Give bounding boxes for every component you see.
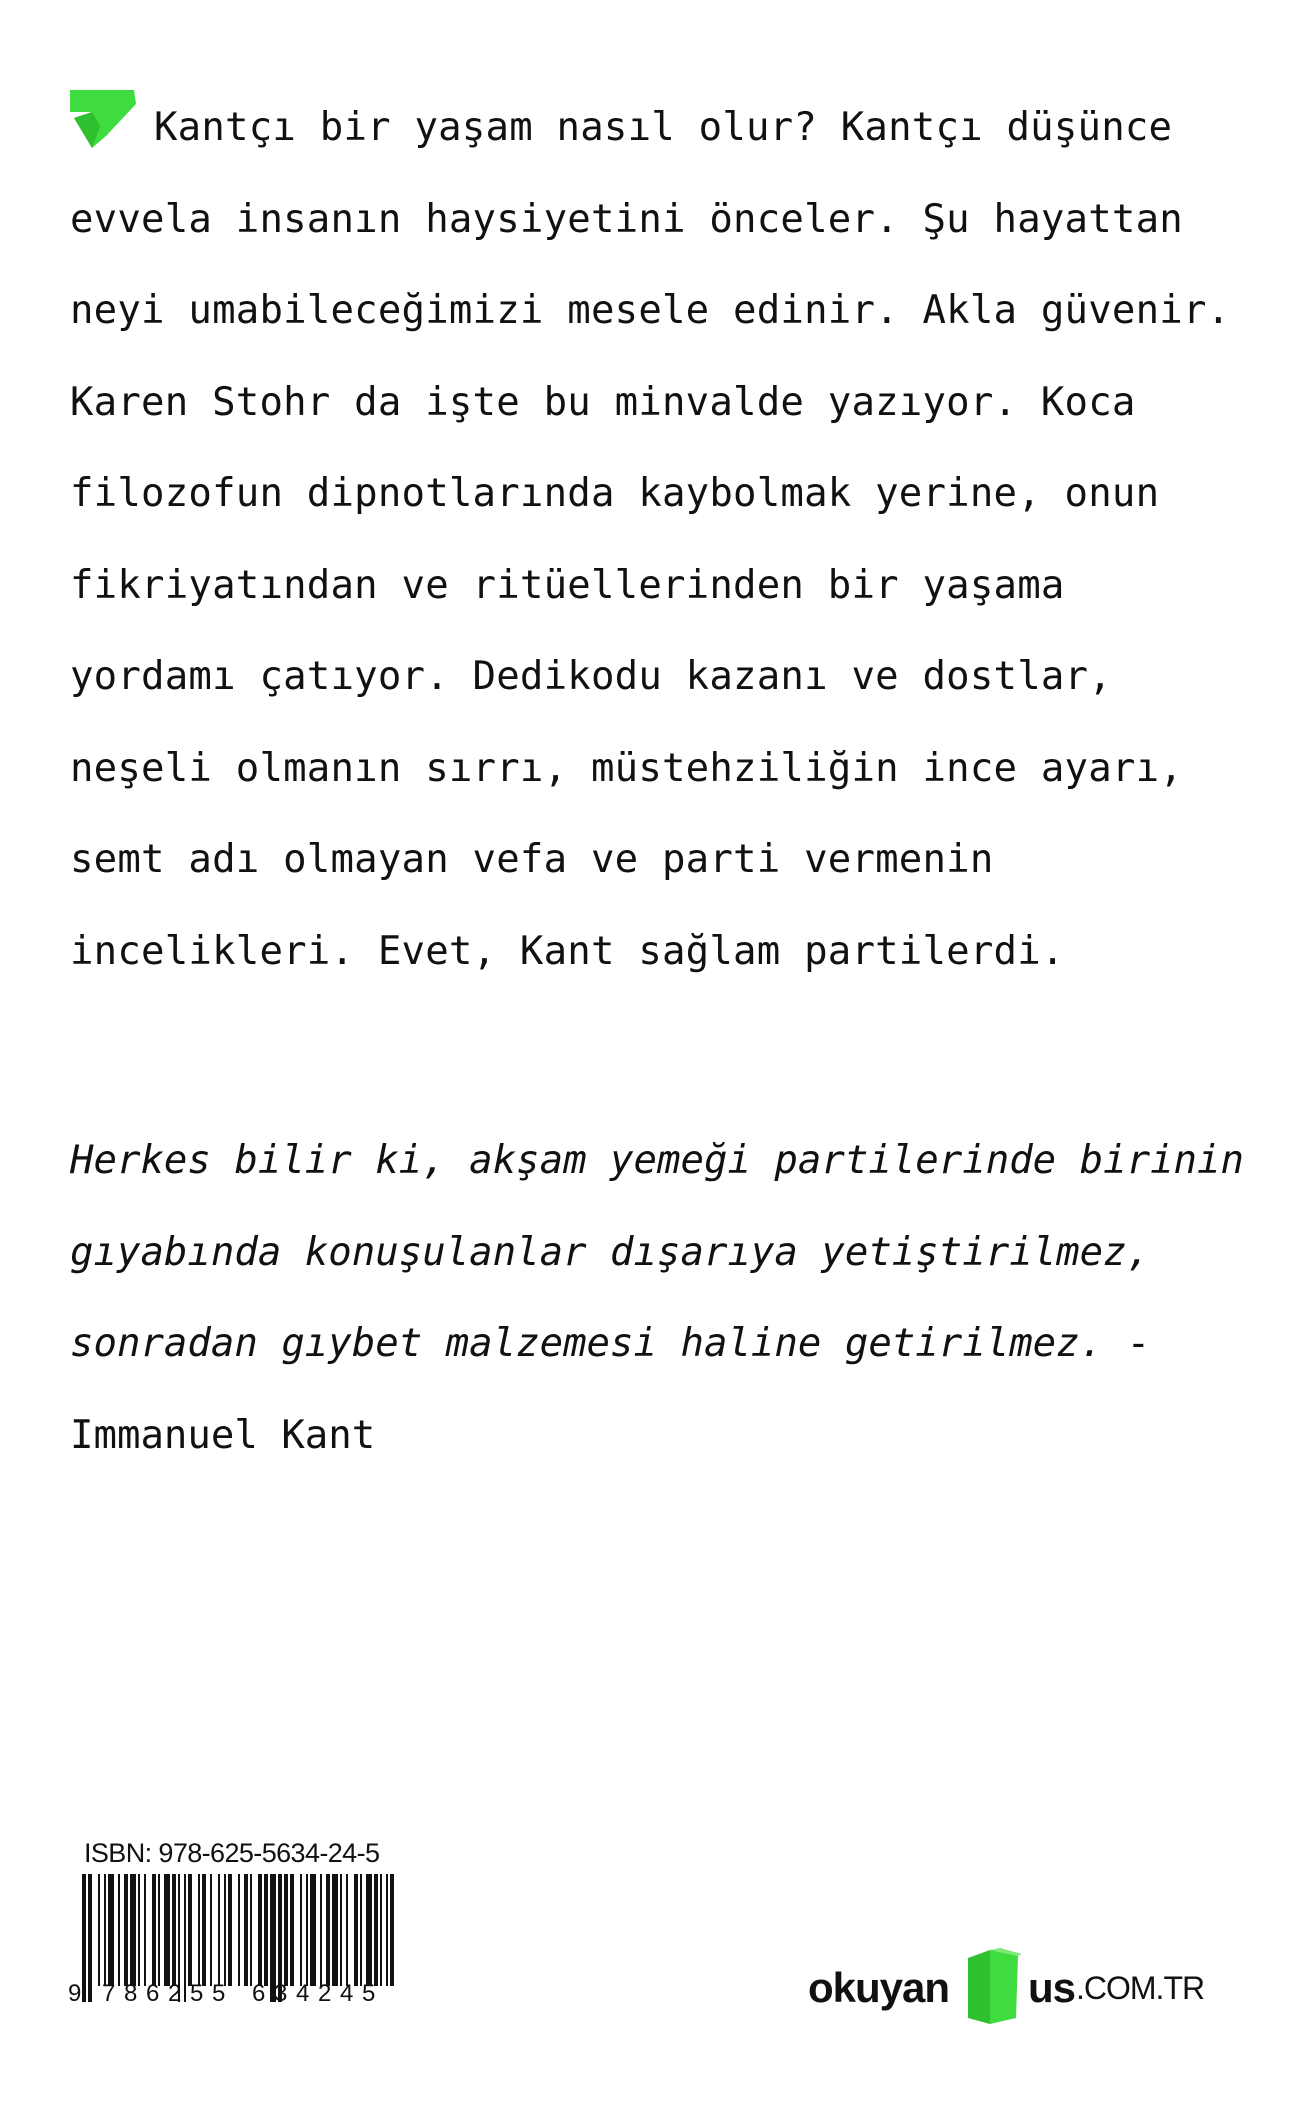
barcode-bar — [172, 1874, 176, 1986]
barcode-bar — [124, 1874, 128, 1986]
barcode-bar — [98, 1874, 100, 1986]
barcode-bar — [188, 1874, 192, 1986]
barcode-digit: 6 — [146, 1980, 160, 2007]
barcode-bar — [152, 1874, 156, 1986]
barcode-bar — [250, 1874, 252, 1986]
barcode-bar — [374, 1874, 378, 1986]
barcode-bar — [284, 1874, 288, 1986]
barcode-bar — [158, 1874, 160, 1986]
barcode-bar — [258, 1874, 262, 1986]
barcode-digit: 2 — [168, 1980, 182, 2007]
barcode-bar — [130, 1874, 136, 1986]
barcode-digit: 4 — [296, 1980, 310, 2007]
barcode-bar — [210, 1874, 212, 1986]
barcode-digit: 3 — [274, 1980, 288, 2007]
blurb-text: Kantçı bir yaşam nasıl olur? Kantçı düşünce evvela insanın haysiyetini önceler. Şu hayattan neyi umabileceğimizi mesele edinir. Akla güvenir. Karen Stohr da işte bu minvalde yazıyor. Koca filozofun dipnotlarında kaybolmak yerine, onun fikriyatından ve ritüellerinden bir yaşama yordamı çatıyor. Dedikodu kazanı ve dostlar, neşeli olmanın sırrı, müstehziliğin ince ayarı, semt adı olmayan vefa ve parti vermenin incelikleri. Evet, Kant sağlam partilerdi. — [70, 105, 1231, 974]
barcode-bar — [390, 1874, 394, 1986]
publisher-logo — [808, 1948, 1208, 2028]
barcode-bar — [320, 1874, 322, 1986]
publisher-name-part1: okuyan — [808, 1964, 950, 2011]
barcode-bar — [108, 1874, 114, 1986]
barcode-bar — [380, 1874, 382, 1986]
back-cover-blurb — [70, 82, 1250, 997]
barcode-bar — [118, 1874, 120, 1986]
kant-quote — [70, 1115, 1250, 1481]
barcode-bar — [326, 1874, 330, 1986]
quote-separator: - — [1103, 1321, 1151, 1366]
barcode-bar — [386, 1874, 388, 1986]
isbn-barcode — [68, 1838, 408, 2018]
barcode-bar — [340, 1874, 342, 1986]
quote-text: Herkes bilir ki, akşam yemeği partilerinde birinin gıyabında konuşulanlar dışarıya yetiştirilmez, sonradan gıybet malzemesi haline getirilmez. — [70, 1138, 1244, 1366]
barcode-bar — [224, 1874, 226, 1986]
barcode-bar — [218, 1874, 220, 1986]
barcode-bar — [346, 1874, 348, 1986]
barcode-bar — [264, 1874, 268, 1986]
barcode-bar — [290, 1874, 294, 1986]
barcode-bar — [238, 1874, 240, 1986]
barcode-digits — [68, 1980, 408, 2010]
green-arrow-mark-icon — [70, 90, 136, 150]
barcode-bar — [360, 1874, 362, 1986]
barcode-bar — [164, 1874, 170, 1986]
barcode-digit: 8 — [124, 1980, 138, 2007]
green-book-icon — [960, 1948, 1032, 2026]
barcode-digit: 5 — [190, 1980, 204, 2007]
quote-author: Immanuel Kant — [70, 1412, 376, 1458]
barcode-digit: 5 — [212, 1980, 226, 2007]
barcode-bar — [202, 1874, 206, 1986]
barcode-bar — [366, 1874, 372, 1986]
barcode-digit: 2 — [318, 1980, 332, 2007]
barcode-bar — [198, 1874, 200, 1986]
publisher-name-part2: us — [1028, 1964, 1076, 2011]
barcode-bar — [104, 1874, 106, 1986]
barcode-digit: 4 — [340, 1980, 354, 2007]
barcode-bar — [228, 1874, 232, 1986]
barcode-bar — [354, 1874, 358, 1986]
barcode-digit: 5 — [362, 1980, 376, 2007]
barcode-digit: 9 — [68, 1980, 82, 2007]
barcode-digit: 7 — [102, 1980, 116, 2007]
barcode-bar — [332, 1874, 338, 1986]
barcode-bar — [306, 1874, 308, 1986]
publisher-domain: .COM.TR — [1076, 1970, 1205, 2006]
barcode-bar — [144, 1874, 146, 1986]
isbn-label: ISBN: 978-625-5634-24-5 — [84, 1838, 380, 1868]
barcode-digit: 6 — [252, 1980, 266, 2007]
barcode-bar — [244, 1874, 248, 1986]
barcode-bar — [138, 1874, 140, 1986]
barcode-bar — [310, 1874, 316, 1986]
barcode-bar — [300, 1874, 302, 1986]
